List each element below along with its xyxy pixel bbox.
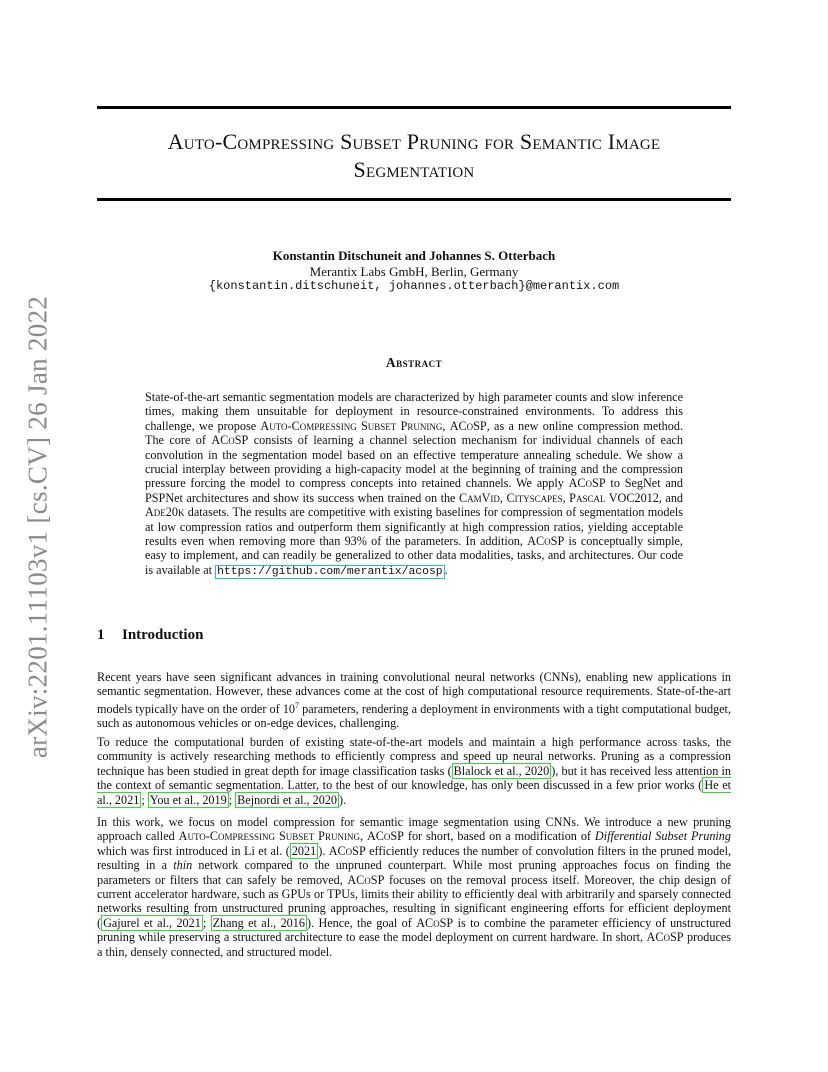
citation-link[interactable]: 2021 (291, 843, 317, 858)
author-affiliation: Merantix Labs GmbH, Berlin, Germany (309, 263, 519, 279)
intro-paragraph-3: In this work, we focus on model compression for semantic image segmentation using CNNs. We introduce a new pruning approach called Auto-Compressing Subset Pruning, ACoSP for short, based on a modification of Differential Subset Pruning which was first introduced in Li et al. ( 2021 ). ACoSP efficiently reduces the number of convolution filters in the pruned model, resulting in a thin network compared to the unpruned counterpart. While most pruning approaches focus on finding the parameters or filters that can safely be removed, ACoSP focuses on the removal process itself. Moreover, the chip design of current accelerator hardware, such as GPUs or TPUs, limits their ability to efficiently deal with arbitrarily and sparsely connected networks resulting from unstructured pruning approaches, resulting in significant engineering efforts for efficient deployment ( Gajurel et al., 2021 ; Zhang et al., 2016 ). Hence, the goal of ACoSP is to combine the parameter efficiency of unstructured pruning while preserving a structured architecture to ease the model deployment on current hardware. In short, ACoSP produces a thin, densely connected, and structured model. (97, 815, 732, 959)
author-names: Konstantin Ditschuneit and Johannes S. Otterbach (272, 248, 556, 263)
author-block (97, 248, 731, 295)
section-number: 1 (97, 627, 105, 643)
citation-link[interactable]: Gajurel et al., 2021 (103, 915, 201, 930)
paper-title: Auto-Compressing Subset Pruning for Semantic Image Segmentation (167, 129, 661, 182)
author-email[interactable]: {konstantin.ditschuneit, johannes.otterbach}@merantix.com (208, 279, 620, 293)
citation-link[interactable]: Bejnordi et al., 2020 (237, 792, 338, 807)
citation-link[interactable]: Blalock et al., 2020 (453, 763, 550, 778)
citation-link[interactable]: You et al., 2019 (149, 792, 227, 807)
code-url-link[interactable]: https://github.com/merantix/acosp (217, 565, 443, 578)
abstract-text: State-of-the-art semantic segmentation models are characterized by high parameter counts and slow inference times, making them unsuitable for deployment in resource-constrained environments. To address this challenge, we propose Auto-Compressing Subset Pruning, ACoSP, as a new online compression method. The core of ACoSP consists of learning a channel selection mechanism for individual channels of each convolution in the segmentation model based on an effective temperature annealing schedule. We show a crucial interplay between providing a high-capacity model at the beginning of training and the compression pressure forcing the model to compress concepts into retained channels. We apply ACoSP to SegNet and PSPNet architectures and show its success when trained on the CamVid, Cityscapes, Pascal VOC2012, and Ade20k datasets. The results are competitive with existing baselines for compression of segmentation models at low compression ratios and outperform them significantly at high compression ratios, yielding acceptable results even when removing more than 93% of the parameters. In addition, ACoSP is conceptually simple, easy to implement, and can readily be generalized to other data modalities, tasks, and architectures. Our code is available at https://github.com/merantix/acosp . (145, 390, 684, 578)
intro-paragraph-1: Recent years have seen significant advances in training convolutional neural networks (CNNs), enabling new applications in semantic segmentation. However, these advances come at the cost of high computational resource requirements. State-of-the-art models typically have on the order of $10^7$ parameters, rendering a deployment in environments with a tight computational budget, such as autonomous vehicles or on-edge devices, challenging. (97, 670, 731, 731)
abstract-heading: Abstract (385, 355, 443, 370)
title-top-rule (97, 106, 731, 109)
section-heading-introduction (97, 627, 203, 644)
arxiv-id-label[interactable]: arXiv:2201.11103v1 [cs.CV] 26 Jan 2022 (22, 295, 53, 759)
citation-link[interactable]: Zhang et al., 2016 (212, 915, 305, 930)
title-bottom-rule (97, 198, 731, 201)
intro-paragraph-2: To reduce the computational burden of existing state-of-the-art models and maintain a high performance across tasks, the community is actively researching methods to efficiently compress and speed up neural networks. Pruning as a compression technique has been studied in great depth for image classification tasks ( Blalock et al., 2020 ), but it has received less attention in the context of semantic segmentation. Latter, to the best of our knowledge, has only been discussed in a few prior works ( He et al., 2021 ; You et al., 2019 ; Bejnordi et al., 2020 ). (97, 735, 731, 807)
citation-link[interactable]: He et al., 2021 (97, 778, 731, 807)
section-title: Introduction (122, 627, 204, 643)
